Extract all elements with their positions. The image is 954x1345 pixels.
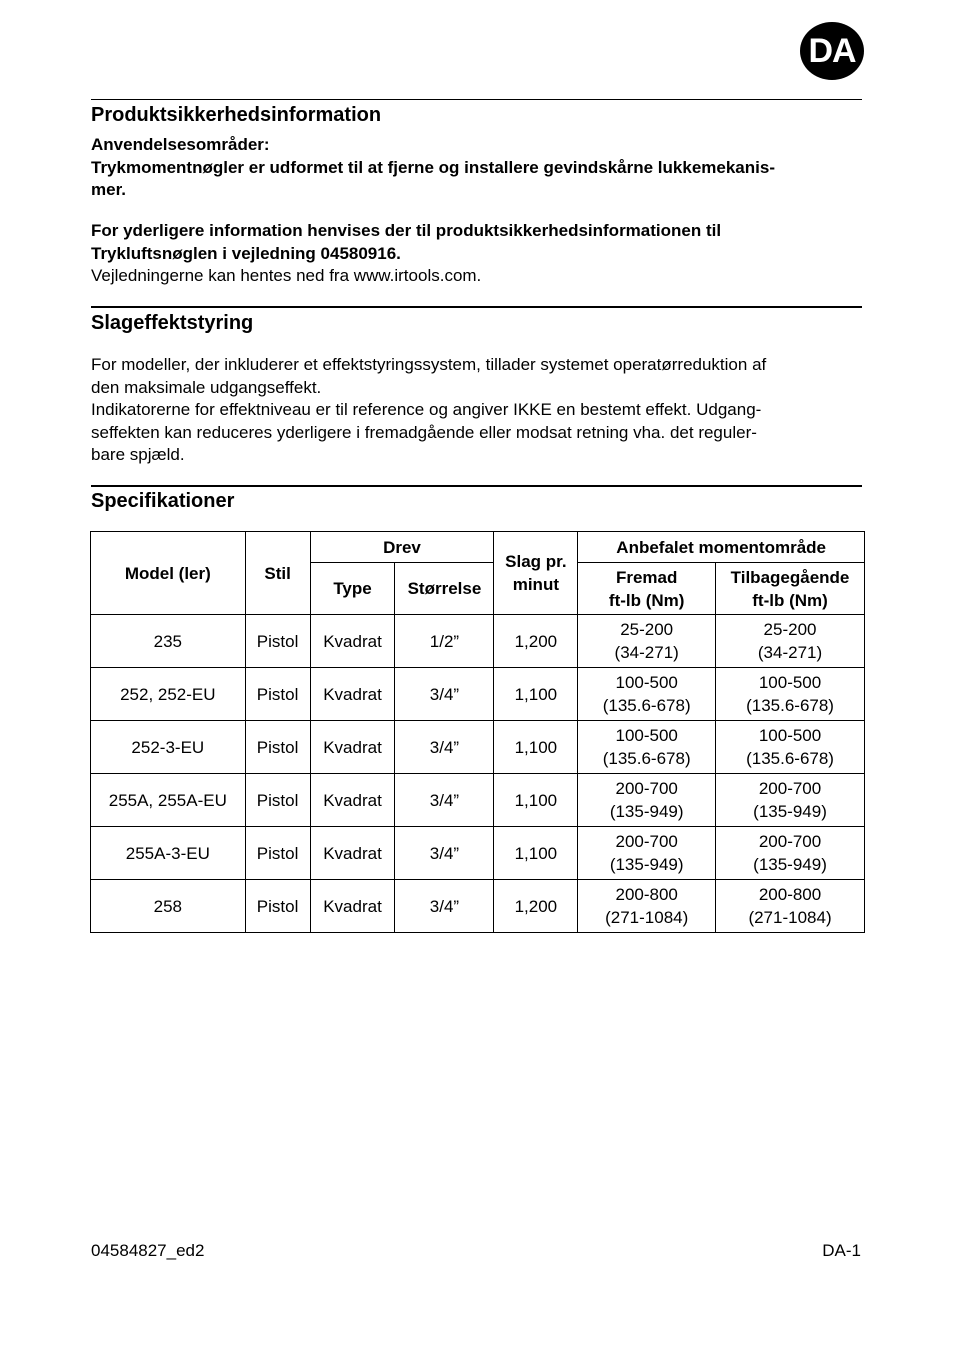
cell-forward [578, 668, 716, 721]
cell-forward [578, 774, 716, 827]
forward-nm: (135-949) [609, 855, 684, 874]
cell-bpm: 1,100 [494, 827, 578, 880]
cell-reverse [716, 880, 865, 933]
cell-style: Pistol [245, 827, 310, 880]
reverse-ftlb: 100-500 [758, 726, 822, 745]
specifications-table [90, 531, 865, 933]
table-row [91, 721, 865, 774]
header-model: Model (ler) [91, 532, 246, 615]
header-style: Stil [245, 532, 310, 615]
reference-text [91, 220, 866, 288]
table-row [91, 668, 865, 721]
section-divider [91, 306, 862, 308]
cell-reverse [716, 615, 865, 668]
cell-bpm: 1,200 [494, 880, 578, 933]
reverse-nm: (271-1084) [748, 908, 832, 927]
section-title-product-safety: Produktsikkerhedsinformation [91, 104, 382, 126]
cell-reverse [716, 827, 865, 880]
cell-model: 235 [91, 615, 246, 668]
header-reverse-line-1: Tilbagegående [730, 567, 850, 587]
cell-bpm: 1,200 [494, 615, 578, 668]
reference-line-2: Trykluftsnøglen i vejledning 04580916. [91, 243, 401, 263]
header-forward [578, 563, 716, 615]
header-bpm-line-1: Slag pr. [505, 552, 567, 571]
page-number: DA-1 [822, 1241, 861, 1260]
forward-nm: (135-949) [609, 802, 684, 821]
cell-model: 258 [91, 880, 246, 933]
header-reverse [716, 563, 865, 615]
cell-type: Kvadrat [310, 668, 395, 721]
impact-p2-line-2: seffekten kan reduceres yderligere i fremadgående eller modsat retning vha. det reguler- [91, 422, 757, 442]
cell-forward [578, 615, 716, 668]
cell-reverse [716, 774, 865, 827]
cell-forward [578, 880, 716, 933]
forward-ftlb: 200-700 [615, 832, 678, 851]
forward-ftlb: 100-500 [615, 726, 678, 745]
cell-size: 3/4” [395, 827, 494, 880]
impact-p2-line-3: bare spjæld. [91, 445, 185, 464]
cell-model: 252, 252-EU [91, 668, 246, 721]
cell-style: Pistol [245, 668, 310, 721]
forward-ftlb: 25-200 [620, 620, 674, 639]
header-bpm-line-2: minut [512, 575, 559, 594]
reverse-ftlb: 25-200 [763, 620, 817, 639]
cell-size: 3/4” [395, 774, 494, 827]
cell-model: 252-3-EU [91, 721, 246, 774]
cell-size: 3/4” [395, 880, 494, 933]
forward-nm: (135.6-678) [602, 749, 691, 768]
cell-style: Pistol [245, 880, 310, 933]
cell-style: Pistol [245, 774, 310, 827]
header-blows-per-minute [494, 532, 578, 615]
cell-bpm: 1,100 [494, 668, 578, 721]
forward-ftlb: 200-800 [615, 885, 678, 904]
header-drive: Drev [310, 532, 494, 563]
cell-type: Kvadrat [310, 827, 395, 880]
reverse-ftlb: 200-800 [758, 885, 822, 904]
cell-size: 3/4” [395, 668, 494, 721]
reverse-ftlb: 200-700 [758, 832, 822, 851]
cell-reverse [716, 721, 865, 774]
header-forward-line-1: Fremad [615, 567, 678, 587]
cell-style: Pistol [245, 721, 310, 774]
reverse-nm: (135.6-678) [746, 696, 834, 715]
cell-model: 255A-3-EU [91, 827, 246, 880]
header-forward-line-2: ft-lb (Nm) [608, 590, 685, 610]
section-title-impact-control: Slageffektstyring [91, 312, 254, 334]
cell-size: 1/2” [395, 615, 494, 668]
download-note: Vejledningerne kan hentes ned fra www.irtools.com. [91, 266, 482, 285]
language-badge: DA [800, 22, 864, 80]
cell-size: 3/4” [395, 721, 494, 774]
reverse-nm: (135-949) [753, 855, 827, 874]
reverse-nm: (135-949) [753, 802, 827, 821]
header-reverse-line-2: ft-lb (Nm) [752, 590, 828, 610]
header-torque-range: Anbefalet momentområde [578, 532, 865, 563]
impact-p2-line-1: Indikatorerne for effektniveau er til reference og angiver IKKE en bestemt effekt. Udgang- [91, 400, 762, 419]
table-row [91, 827, 865, 880]
forward-nm: (271-1084) [605, 908, 689, 927]
table-row [91, 774, 865, 827]
table-row [91, 880, 865, 933]
forward-ftlb: 100-500 [615, 673, 678, 692]
cell-bpm: 1,100 [494, 774, 578, 827]
reference-line-1: For yderligere information henvises der til produktsikkerhedsinformationen til [91, 221, 722, 240]
reverse-nm: (34-271) [757, 643, 823, 662]
cell-reverse [716, 668, 865, 721]
forward-ftlb: 200-700 [615, 779, 678, 798]
cell-model: 255A, 255A-EU [91, 774, 246, 827]
cell-forward [578, 827, 716, 880]
impact-p1-line-2: den maksimale udgangseffekt. [91, 377, 322, 397]
section-divider [91, 485, 862, 487]
reverse-nm: (135.6-678) [746, 749, 834, 768]
impact-p1-line-1: For modeller, der inkluderer et effektstyringssystem, tillader systemet operatørreduktion af [91, 355, 767, 374]
header-drive-type: Type [310, 563, 395, 615]
header-drive-size: Størrelse [395, 563, 494, 615]
product-safety-text [91, 134, 866, 202]
table-row [91, 615, 865, 668]
cell-type: Kvadrat [310, 880, 395, 933]
cell-type: Kvadrat [310, 615, 395, 668]
cell-forward [578, 721, 716, 774]
cell-type: Kvadrat [310, 774, 395, 827]
cell-bpm: 1,100 [494, 721, 578, 774]
section-divider [91, 99, 862, 100]
document-number: 04584827_ed2 [91, 1241, 205, 1260]
usage-line-2: mer. [91, 180, 126, 199]
cell-style: Pistol [245, 615, 310, 668]
impact-control-text [91, 354, 866, 467]
usage-line-1: Trykmomentnøgler er udformet til at fjerne og installere gevindskårne lukkemekanis- [91, 157, 775, 177]
section-title-specifications: Specifikationer [91, 490, 235, 512]
cell-type: Kvadrat [310, 721, 395, 774]
forward-nm: (34-271) [614, 643, 679, 662]
reverse-ftlb: 200-700 [758, 779, 822, 798]
forward-nm: (135.6-678) [602, 696, 691, 715]
reverse-ftlb: 100-500 [758, 673, 822, 692]
usage-label: Anvendelsesområder: [91, 135, 270, 154]
